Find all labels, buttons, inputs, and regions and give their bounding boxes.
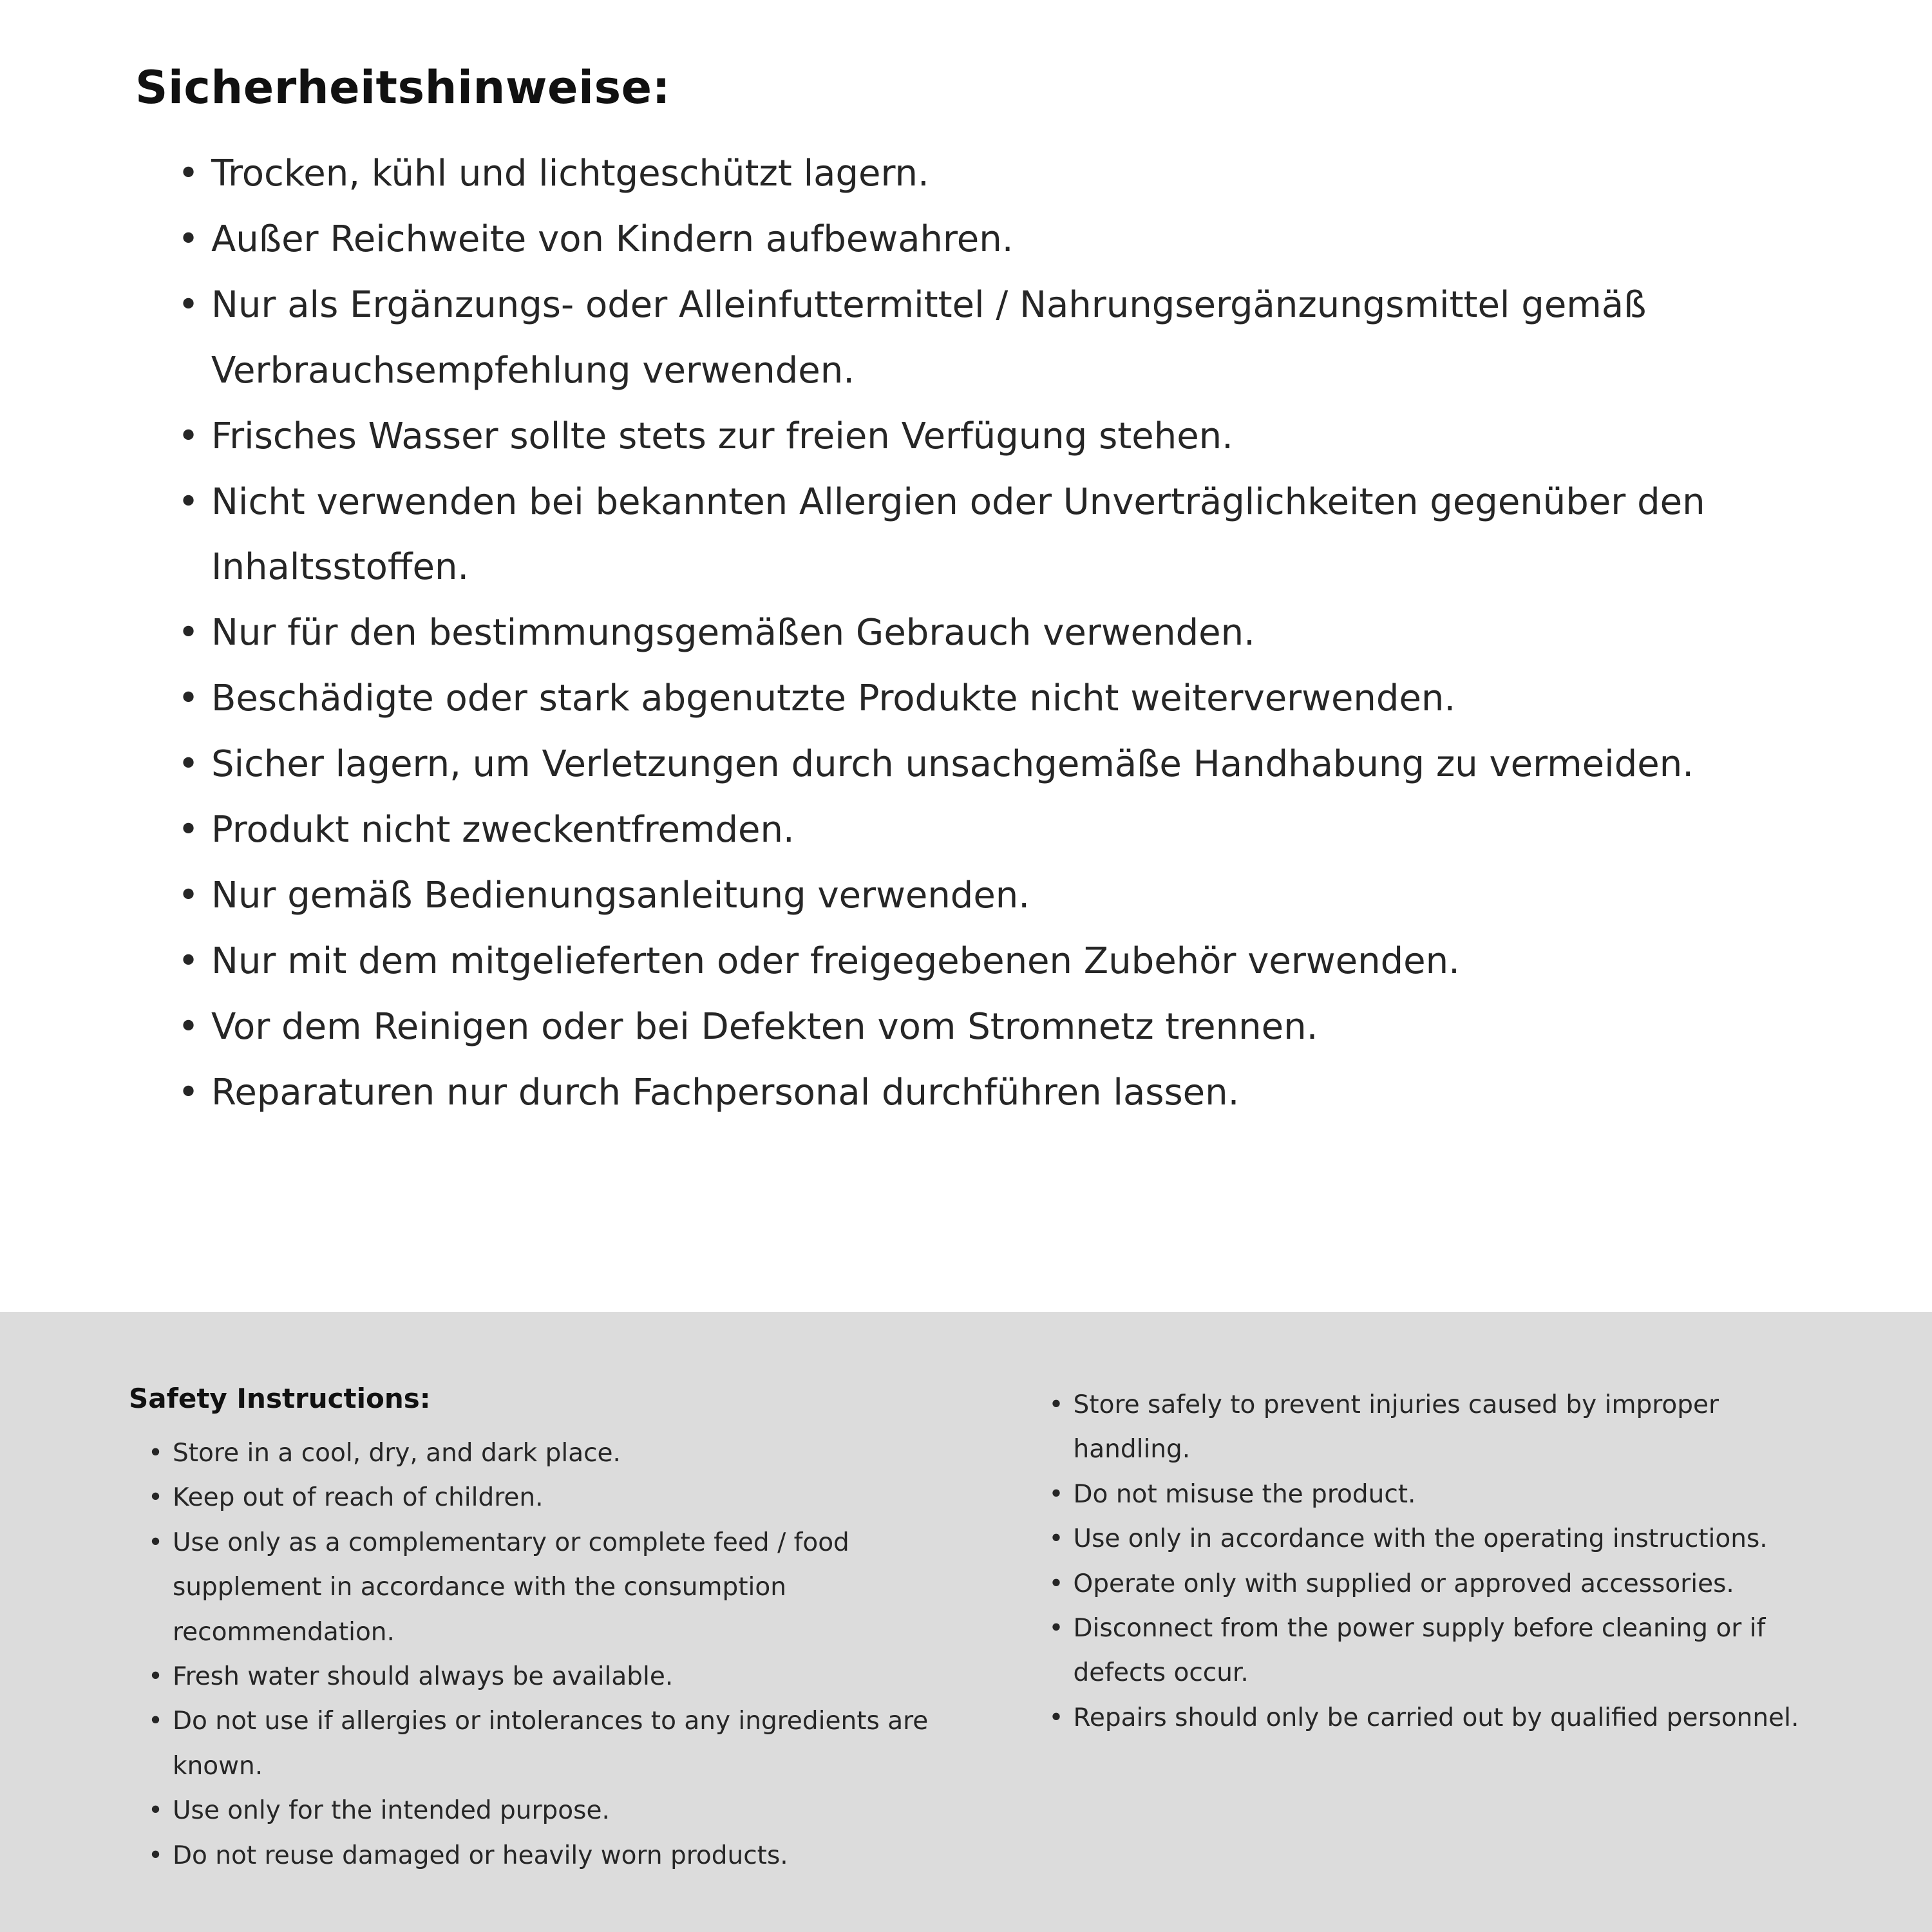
list-item: • Reparaturen nur durch Fachpersonal durchführen lassen. — [174, 1060, 1835, 1126]
english-safety-list-left — [146, 1431, 976, 1878]
list-item: • Disconnect from the power supply before cleaning or if defects occur. — [1046, 1606, 1842, 1696]
list-item: • Fresh water should always be available. — [146, 1654, 976, 1699]
list-item: • Beschädigte oder stark abgenutzte Produkte nicht weiterverwenden. — [174, 666, 1835, 732]
list-item: • Sicher lagern, um Verletzungen durch unsachgemäße Handhabung zu vermeiden. — [174, 732, 1835, 797]
list-item: • Nur als Ergänzungs- oder Alleinfuttermittel / Nahrungsergänzungsmittel gemäß Verbrauchsempfehlung verwenden. — [174, 272, 1835, 404]
english-section-title: Safety Instructions: — [129, 1383, 431, 1414]
list-item: • Do not reuse damaged or heavily worn products. — [146, 1833, 976, 1878]
list-item: • Nicht verwenden bei bekannten Allergien oder Unverträglichkeiten gegenüber den Inhaltsstoffen. — [174, 469, 1835, 601]
german-safety-list — [174, 141, 1835, 1126]
list-item: • Do not use if allergies or intolerances to any ingredients are known. — [146, 1699, 976, 1788]
german-section-title: Sicherheitshinweise: — [135, 61, 671, 114]
english-right-column — [1046, 1383, 1842, 1932]
list-item: • Repairs should only be carried out by qualified personnel. — [1046, 1696, 1842, 1740]
list-item: • Produkt nicht zweckentfremden. — [174, 797, 1835, 863]
list-item: • Use only in accordance with the operating instructions. — [1046, 1517, 1842, 1561]
list-item: • Außer Reichweite von Kindern aufbewahren. — [174, 207, 1835, 272]
list-item: • Vor dem Reinigen oder bei Defekten vom Stromnetz trennen. — [174, 994, 1835, 1060]
list-item: • Nur für den bestimmungsgemäßen Gebrauch verwenden. — [174, 600, 1835, 666]
english-safety-section — [0, 1312, 1932, 1932]
list-item: • Do not misuse the product. — [1046, 1472, 1842, 1517]
list-item: • Frisches Wasser sollte stets zur freien Verfügung stehen. — [174, 404, 1835, 469]
list-item: • Use only for the intended purpose. — [146, 1788, 976, 1833]
list-item: • Store in a cool, dry, and dark place. — [146, 1431, 976, 1475]
list-item: • Nur gemäß Bedienungsanleitung verwenden. — [174, 863, 1835, 929]
list-item: • Operate only with supplied or approved accessories. — [1046, 1562, 1842, 1606]
list-item: • Nur mit dem mitgelieferten oder freigegebenen Zubehör verwenden. — [174, 929, 1835, 994]
english-safety-list-right — [1046, 1383, 1842, 1740]
list-item: • Use only as a complementary or complete feed / food supplement in accordance with the consumption recommendation. — [146, 1520, 976, 1654]
english-left-column — [129, 1383, 976, 1932]
list-item: • Store safely to prevent injuries caused by improper handling. — [1046, 1383, 1842, 1472]
list-item: • Trocken, kühl und lichtgeschützt lagern. — [174, 141, 1835, 207]
list-item: • Keep out of reach of children. — [146, 1475, 976, 1520]
